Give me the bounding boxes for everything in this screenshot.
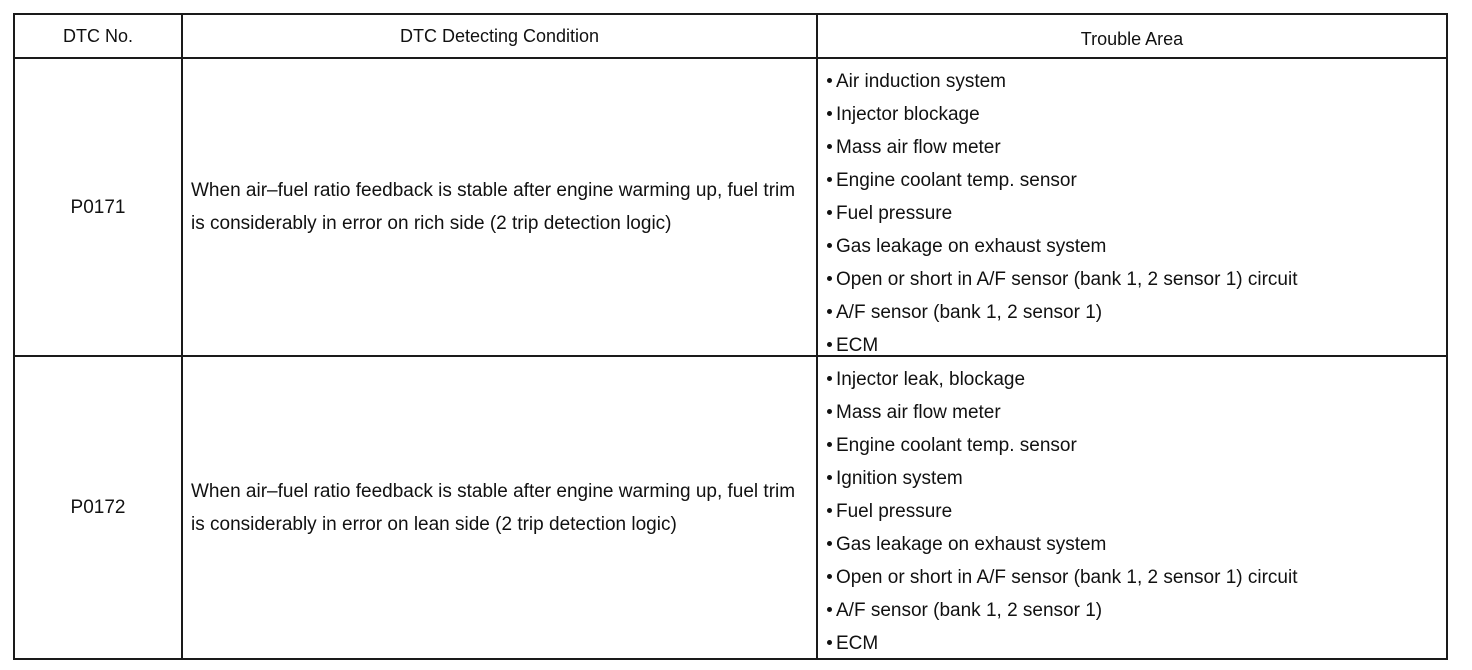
list-item: Engine coolant temp. sensor (827, 164, 1446, 197)
bullet-icon (827, 177, 832, 182)
detecting-condition (183, 59, 816, 355)
list-item: Gas leakage on exhaust system (827, 528, 1446, 561)
list-item: Open or short in A/F sensor (bank 1, 2 sensor 1) circuit (827, 263, 1446, 296)
detecting-condition (183, 357, 816, 658)
bullet-icon (827, 342, 832, 347)
condition-text: When air–fuel ratio feedback is stable after engine warming up, fuel trim is considerably in error on rich side (2 trip detection logic) (191, 180, 796, 234)
trouble-area-cell (818, 357, 1446, 658)
list-item: ECM (827, 627, 1446, 660)
bullet-icon (827, 574, 832, 579)
bullet-icon (827, 475, 832, 480)
bullet-icon (827, 276, 832, 281)
dtc-code: P0172 (70, 497, 126, 518)
bullet-icon (827, 442, 832, 447)
header-trouble-area: Trouble Area (1080, 28, 1184, 49)
list-item: Air induction system (827, 65, 1446, 98)
header-condition: DTC Detecting Condition (399, 25, 600, 46)
list-item: Ignition system (827, 462, 1446, 495)
trouble-area-list (827, 363, 1446, 660)
list-item: Engine coolant temp. sensor (827, 429, 1446, 462)
bullet-icon (827, 640, 832, 645)
header-dtc-no: DTC No. (62, 25, 133, 46)
trouble-area-list (827, 65, 1446, 362)
bullet-icon (827, 144, 832, 149)
list-item: ECM (827, 329, 1446, 362)
bullet-icon (827, 111, 832, 116)
dtc-table (13, 13, 1448, 660)
bullet-icon (827, 409, 832, 414)
list-item: Mass air flow meter (827, 131, 1446, 164)
dtc-code: P0171 (70, 196, 126, 218)
bullet-icon (827, 78, 832, 83)
list-item: A/F sensor (bank 1, 2 sensor 1) (827, 594, 1446, 627)
bullet-icon (827, 607, 832, 612)
list-item: Injector blockage (827, 98, 1446, 131)
list-item: Open or short in A/F sensor (bank 1, 2 sensor 1) circuit (827, 561, 1446, 594)
bullet-icon (827, 243, 832, 248)
list-item: Gas leakage on exhaust system (827, 230, 1446, 263)
list-item: Fuel pressure (827, 197, 1446, 230)
list-item: Mass air flow meter (827, 396, 1446, 429)
list-item: Fuel pressure (827, 495, 1446, 528)
bullet-icon (827, 508, 832, 513)
bullet-icon (827, 376, 832, 381)
condition-text: When air–fuel ratio feedback is stable after engine warming up, fuel trim is considerably in error on lean side (2 trip detection logic) (191, 480, 796, 535)
bullet-icon (827, 309, 832, 314)
trouble-area-cell (818, 59, 1446, 355)
list-item: Injector leak, blockage (827, 363, 1446, 396)
list-item: A/F sensor (bank 1, 2 sensor 1) (827, 296, 1446, 329)
bullet-icon (827, 541, 832, 546)
bullet-icon (827, 210, 832, 215)
